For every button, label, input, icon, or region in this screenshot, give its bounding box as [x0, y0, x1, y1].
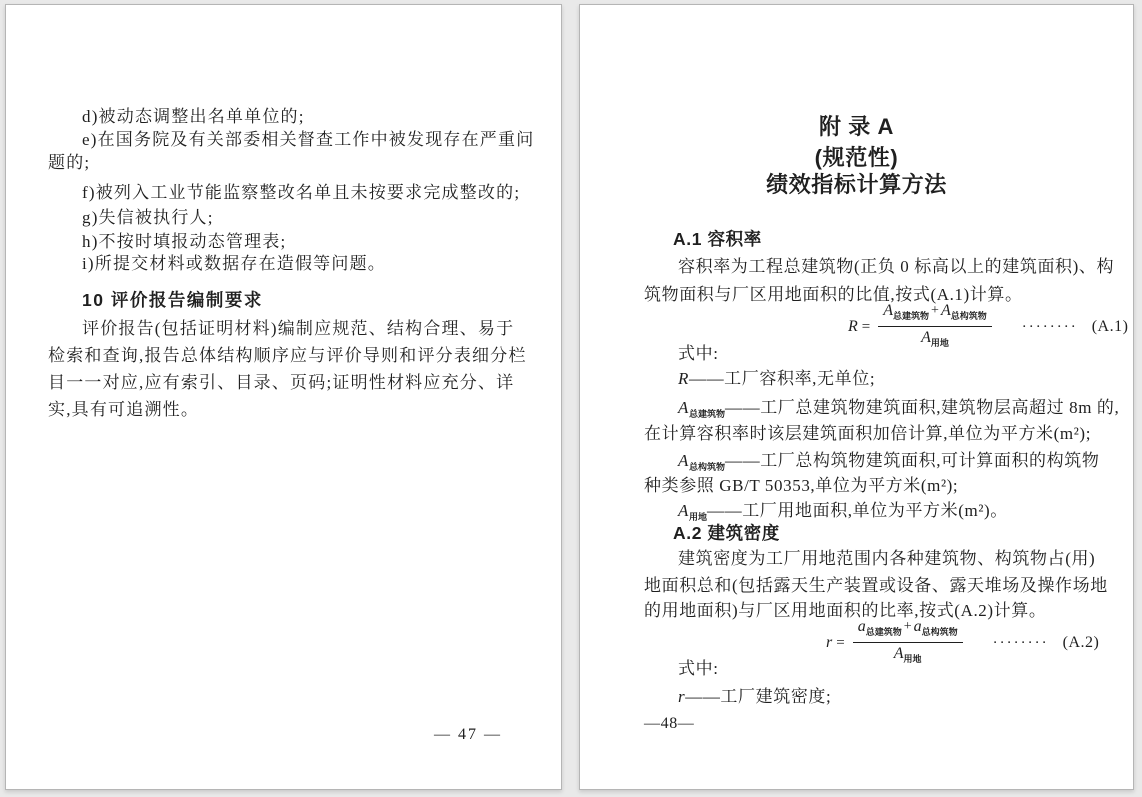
list-item-e: e)在国务院及有关部委相关督查工作中被发现存在严重问 [82, 130, 535, 149]
def-line-r [678, 685, 831, 709]
var: A [940, 302, 951, 319]
def-line-R [678, 367, 875, 391]
appendix-title: 附 录 A [818, 114, 895, 139]
formula-a2 [826, 619, 1099, 667]
formula-a2-lhs: r [826, 634, 833, 651]
subscript: 用地 [903, 654, 922, 664]
var: A [678, 501, 689, 520]
def-text: ——工厂用地面积,单位为平方米(m²)。 [707, 501, 1008, 520]
numerator [853, 618, 963, 643]
where-label: 式中: [678, 659, 719, 678]
a2-body-line: 地面积总和(包括露天生产装置或设备、露天堆场及操作场地 [644, 576, 1108, 595]
paragraph-line: 实,具有可追溯性。 [48, 400, 200, 419]
formula-a1 [848, 303, 1128, 351]
paragraph-line: 评价报告(包括证明材料)编制应规范、结构合理、易于 [82, 319, 515, 338]
formula-a1-label: (A.1) [1091, 318, 1129, 335]
a2-body-line: 建筑密度为工厂用地范围内各种建筑物、构筑物占(用) [678, 549, 1096, 568]
section-10-heading: 10 评价报告编制要求 [82, 290, 263, 310]
subscript: 用地 [930, 338, 949, 348]
def-line-A-buildings [678, 396, 1119, 420]
list-item-f: f)被列入工业节能监察整改名单且未按要求完成整改的; [82, 183, 521, 202]
list-item-d: d)被动态调整出名单单位的; [82, 107, 305, 126]
subscript: 总构筑物 [950, 311, 987, 321]
formula-a2-label: (A.2) [1062, 634, 1100, 651]
subscript: 总构筑物 [921, 627, 958, 637]
subscript: 总构筑物 [688, 462, 725, 472]
def-line-A-land [678, 499, 1008, 523]
def-text: ——工厂总构筑物建筑面积,可计算面积的构筑物 [725, 451, 1100, 470]
subscript: 总建筑物 [688, 409, 725, 419]
var: a [913, 618, 922, 635]
appendix-subtitle: 绩效指标计算方法 [766, 172, 947, 197]
def-text: ——工厂总建筑物建筑面积,建筑物层高超过 8m 的, [725, 398, 1120, 417]
equals-sign: = [836, 634, 845, 651]
def-line-cont: 在计算容积率时该层建筑面积加倍计算,单位为平方米(m²); [644, 424, 1092, 443]
var: A [921, 329, 931, 346]
page-47 [5, 4, 562, 790]
subscript: 总建筑物 [893, 311, 930, 321]
plus-sign: + [903, 619, 912, 634]
var: A [678, 398, 689, 417]
section-a2-heading: A.2 建筑密度 [673, 523, 780, 543]
page-number-48: —48— [644, 715, 695, 732]
dot-leader: ········ [992, 634, 1049, 651]
page-number-47: — 47 — [434, 726, 502, 743]
list-item-i: i)所提交材料或数据存在造假等问题。 [82, 254, 386, 273]
list-item-g: g)失信被执行人; [82, 208, 214, 227]
var: A [883, 302, 894, 319]
fraction [878, 302, 992, 352]
section-a1-heading: A.1 容积率 [673, 229, 762, 249]
def-text: ——工厂建筑密度; [685, 687, 832, 706]
denominator [894, 643, 922, 668]
list-item-e-cont: 题的; [48, 153, 91, 172]
def-line-cont: 种类参照 GB/T 50353,单位为平方米(m²); [644, 476, 959, 495]
subscript: 用地 [688, 512, 707, 522]
plus-sign: + [931, 303, 939, 318]
var: R [678, 369, 689, 388]
paragraph-line: 目一一对应,应有索引、目录、页码;证明性材料应充分、详 [48, 373, 515, 392]
equals-sign: = [861, 318, 871, 335]
where-label: 式中: [678, 344, 719, 363]
def-text: ——工厂容积率,无单位; [688, 369, 876, 388]
var: A [678, 451, 689, 470]
var: r [678, 687, 686, 706]
formula-a1-lhs: R [848, 318, 858, 335]
page-48 [579, 4, 1134, 790]
list-item-h: h)不按时填报动态管理表; [82, 232, 287, 251]
def-line-A-structures [678, 449, 1099, 473]
dot-leader: ········ [1021, 318, 1078, 335]
fraction [853, 618, 963, 668]
var: A [893, 645, 904, 662]
paragraph-line: 检索和查询,报告总体结构顺序应与评价导则和评分表细分栏 [48, 346, 527, 365]
var: a [857, 618, 866, 635]
numerator [878, 302, 992, 327]
denominator [921, 327, 949, 352]
appendix-normative: (规范性) [814, 145, 899, 170]
subscript: 总建筑物 [865, 627, 902, 637]
a1-body-line: 筑物面积与厂区用地面积的比值,按式(A.1)计算。 [644, 285, 1023, 304]
a2-body-line: 的用地面积)与厂区用地面积的比率,按式(A.2)计算。 [644, 601, 1047, 620]
a1-body-line: 容积率为工程总建筑物(正负 0 标高以上的建筑面积)、构 [678, 257, 1115, 276]
